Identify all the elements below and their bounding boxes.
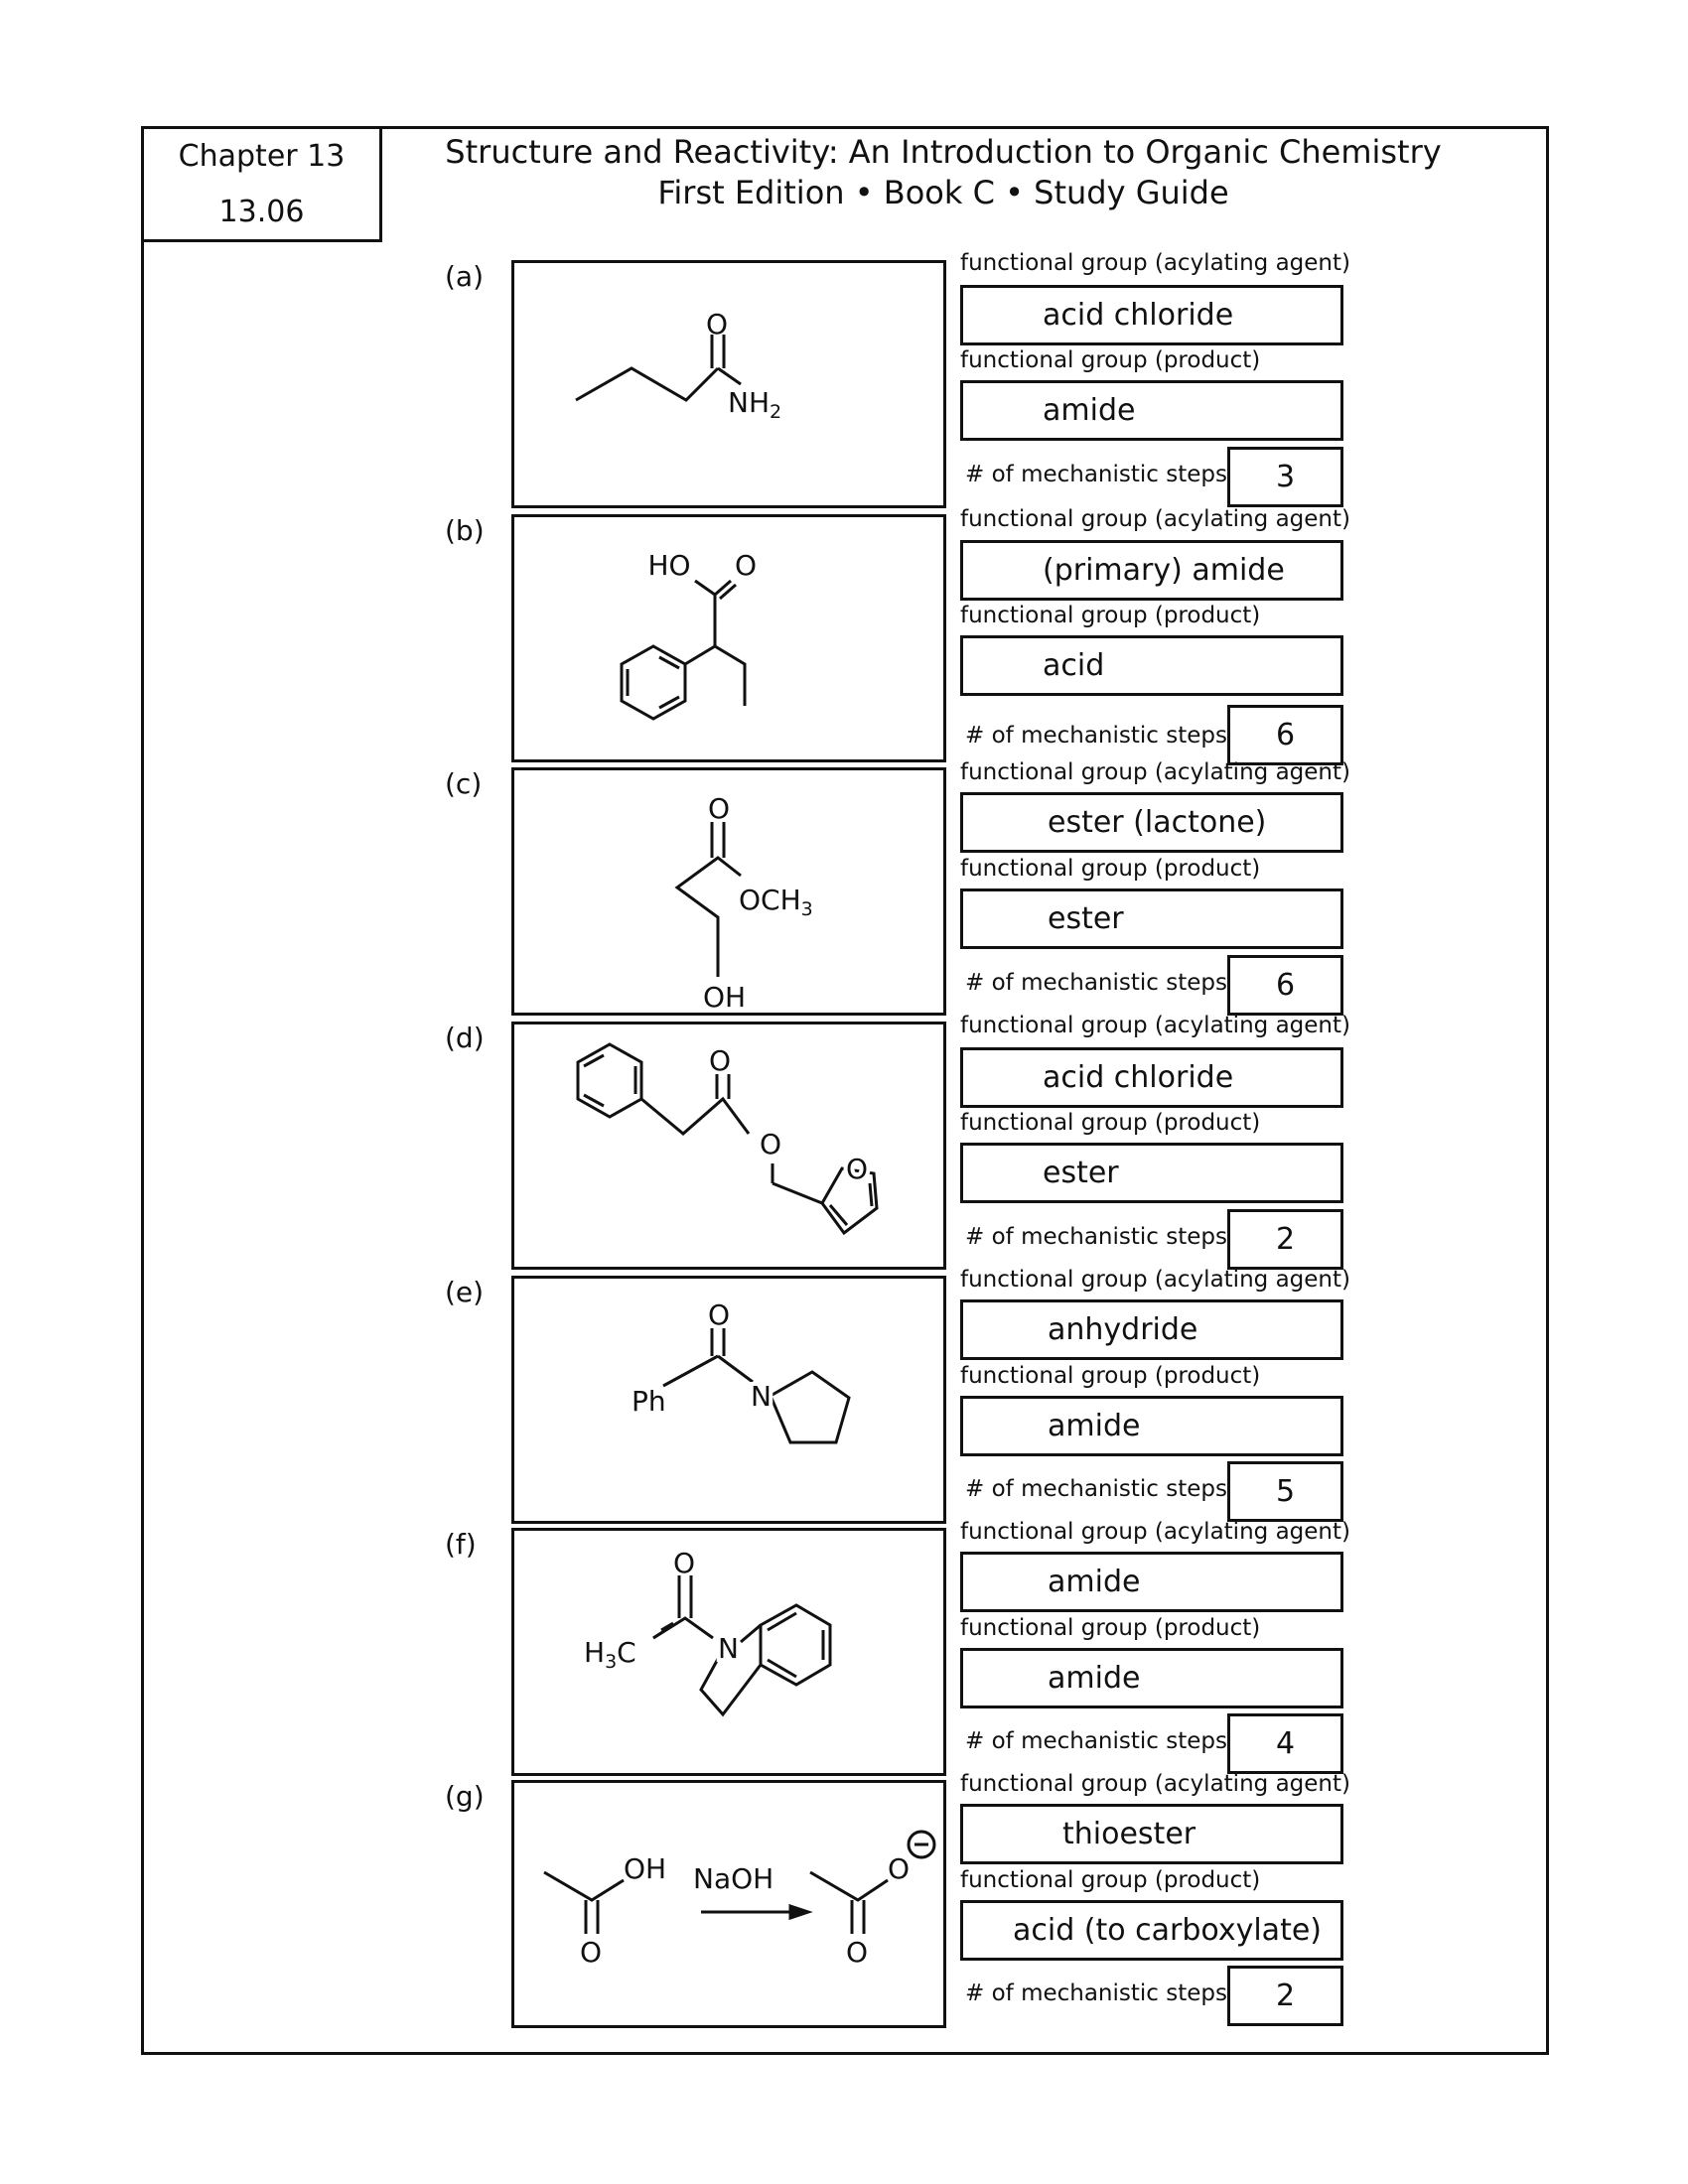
problem-f-steps-label: # of mechanistic steps — [965, 1728, 1227, 1754]
acid-carbonyl-oxygen-label: O — [580, 1936, 603, 1969]
phenylbutanoic-acid-structure — [514, 517, 949, 765]
ester-oxygen-label: O — [760, 1128, 782, 1160]
furfuryl-phenylacetate-structure — [514, 1024, 949, 1273]
problem-b-letter: (b) — [445, 514, 485, 547]
problem-b-steps-label: # of mechanistic steps — [965, 723, 1227, 749]
problem-a-acylating-label: functional group (acylating agent) — [960, 250, 1350, 276]
problem-e-product-label: functional group (product) — [960, 1363, 1261, 1389]
problem-a-product-answer: amide — [960, 380, 1343, 441]
problem-e-steps-answer: 5 — [1227, 1461, 1343, 1522]
problem-a-steps-label: # of mechanistic steps — [965, 462, 1227, 487]
problem-e-product-answer: amide — [960, 1396, 1343, 1456]
problem-c-product-label: functional group (product) — [960, 856, 1261, 882]
problem-b-product-answer: acid — [960, 635, 1343, 696]
problem-a-structure — [511, 260, 946, 508]
problem-e-acylating-answer: anhydride — [960, 1299, 1343, 1360]
problem-g-product-label: functional group (product) — [960, 1867, 1261, 1893]
phenyl-label: Ph — [632, 1385, 666, 1418]
section-number: 13.06 — [218, 195, 305, 229]
problem-c-steps-answer: 6 — [1227, 955, 1343, 1016]
hydroxyl-label: OH — [624, 1852, 667, 1885]
problem-f-structure — [511, 1528, 946, 1776]
problem-d-acylating-answer: acid chloride — [960, 1047, 1343, 1108]
amine-group-label: $NH_2$ — [728, 386, 782, 423]
problem-f-acylating-label: functional group (acylating agent) — [960, 1519, 1350, 1545]
chapter-number: Chapter 13 — [178, 139, 346, 174]
problem-g-product-answer: acid (to carboxylate) — [960, 1900, 1343, 1961]
nitrogen-label: N — [751, 1380, 772, 1413]
problem-b-product-label: functional group (product) — [960, 603, 1261, 628]
problem-g-steps-answer: 2 — [1227, 1966, 1343, 2026]
problem-f-steps-answer: 4 — [1227, 1713, 1343, 1774]
problem-b-steps-answer: 6 — [1227, 705, 1343, 765]
problem-g-letter: (g) — [445, 1780, 485, 1813]
carbonyl-oxygen-label: O — [673, 1547, 696, 1579]
problem-e-acylating-label: functional group (acylating agent) — [960, 1267, 1350, 1293]
problem-a-steps-answer: 3 — [1227, 447, 1343, 507]
problem-b-acylating-label: functional group (acylating agent) — [960, 506, 1350, 532]
hydroxy-methyl-ester-structure — [514, 770, 949, 1019]
methyl-label: $H_3C$ — [584, 1636, 636, 1673]
hydroxyl-label: HO — [647, 549, 691, 582]
carboxylate-oxygen-label: O — [888, 1852, 911, 1885]
problem-c-product-answer: ester — [960, 888, 1343, 949]
problem-b-acylating-answer: (primary) amide — [960, 540, 1343, 601]
problem-d-steps-answer: 2 — [1227, 1209, 1343, 1270]
problem-a-letter: (a) — [445, 260, 485, 293]
book-subtitle: First Edition • Book C • Study Guide — [657, 174, 1229, 211]
furan-oxygen-label: O — [846, 1153, 869, 1185]
carbonyl-oxygen-label: O — [706, 308, 729, 341]
problem-c-acylating-answer: ester (lactone) — [960, 792, 1343, 853]
problem-d-product-answer: ester — [960, 1143, 1343, 1203]
problem-f-product-answer: amide — [960, 1648, 1343, 1708]
carbonyl-oxygen-label: O — [735, 549, 758, 582]
benzoyl-pyrrolidine-structure — [514, 1279, 949, 1527]
nitrogen-label: N — [718, 1632, 739, 1665]
problem-g-structure — [511, 1780, 946, 2028]
book-title: Structure and Reactivity: An Introduction to Organic Chemistry — [445, 133, 1442, 171]
page-header — [437, 132, 1450, 213]
problem-c-structure — [511, 767, 946, 1016]
problem-b-structure — [511, 514, 946, 762]
butanamide-structure — [514, 263, 949, 511]
carbonyl-oxygen-label: O — [708, 792, 731, 825]
chapter-box — [141, 126, 382, 242]
problem-c-acylating-label: functional group (acylating agent) — [960, 759, 1350, 785]
hydroxyl-label: OH — [703, 981, 747, 1014]
acetic-acid-deprotonation-scheme — [514, 1783, 949, 2031]
problem-f-acylating-answer: amide — [960, 1552, 1343, 1612]
carbonyl-oxygen-label: O — [709, 1044, 732, 1077]
problem-e-structure — [511, 1276, 946, 1524]
problem-d-letter: (d) — [445, 1022, 485, 1054]
problem-g-acylating-label: functional group (acylating agent) — [960, 1771, 1350, 1797]
problem-d-acylating-label: functional group (acylating agent) — [960, 1013, 1350, 1038]
problem-d-structure — [511, 1022, 946, 1270]
problem-d-product-label: functional group (product) — [960, 1110, 1261, 1136]
acetylindoline-structure — [514, 1531, 949, 1779]
problem-g-steps-label: # of mechanistic steps — [965, 1980, 1227, 2006]
problem-a-acylating-answer: acid chloride — [960, 285, 1343, 345]
methoxy-label: $OCH_3$ — [739, 884, 813, 920]
problem-d-steps-label: # of mechanistic steps — [965, 1224, 1227, 1250]
problem-e-steps-label: # of mechanistic steps — [965, 1476, 1227, 1502]
problem-e-letter: (e) — [445, 1276, 485, 1308]
reagent-label: NaOH — [693, 1862, 774, 1895]
problem-f-product-label: functional group (product) — [960, 1615, 1261, 1641]
problem-c-steps-label: # of mechanistic steps — [965, 970, 1227, 996]
carbonyl-oxygen-label: O — [708, 1298, 731, 1331]
problem-g-acylating-answer: thioester — [960, 1804, 1343, 1864]
problem-c-letter: (c) — [445, 767, 483, 800]
carboxylate-carbonyl-oxygen-label: O — [846, 1936, 869, 1969]
problem-f-letter: (f) — [445, 1528, 477, 1561]
problem-a-product-label: functional group (product) — [960, 347, 1261, 373]
